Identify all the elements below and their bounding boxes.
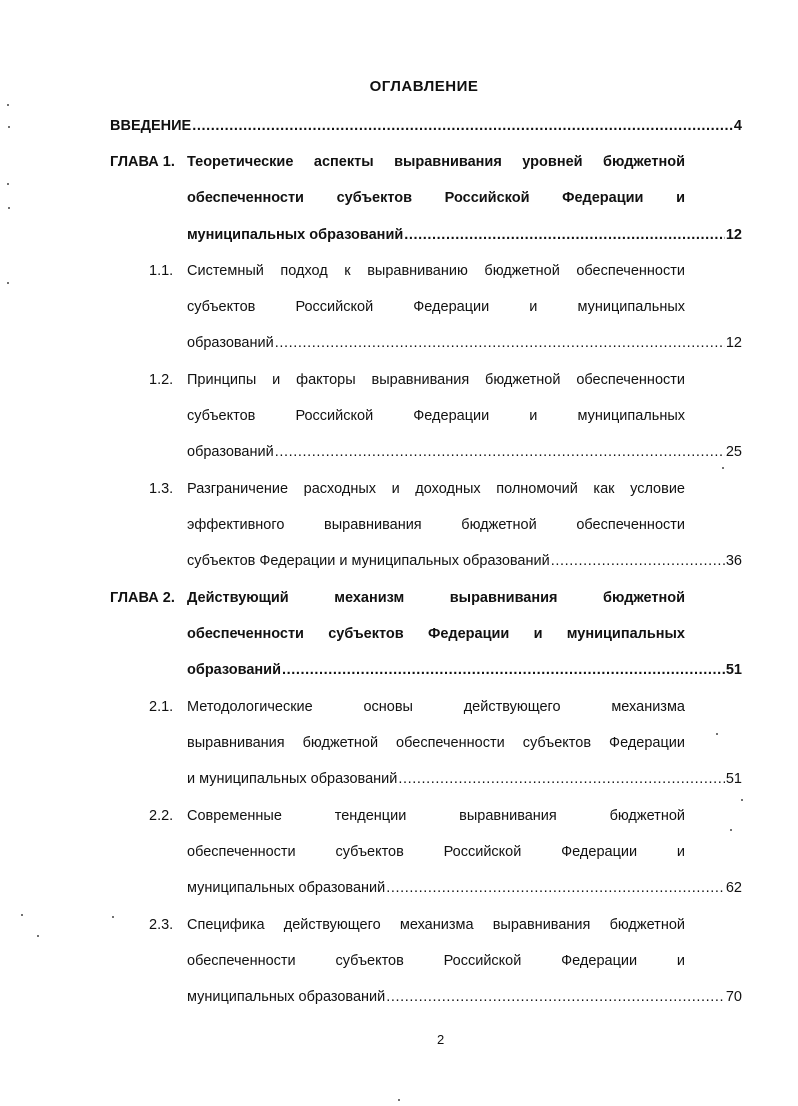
section-2-3-line-2: обеспеченности субъектов Российской Федерации и (187, 953, 685, 969)
section-1-2-line-3: образований (187, 444, 274, 460)
chapter-1-page: 12 (725, 227, 742, 243)
section-1-3-line-2: эффективного выравнивания бюджетной обеспеченности (187, 517, 685, 533)
page-number: 2 (437, 1032, 445, 1047)
dot-leader (386, 878, 725, 898)
dot-leader (275, 442, 725, 462)
chapter-1-title-line-3: муниципальных образований (187, 227, 404, 243)
scan-speck (21, 914, 23, 916)
toc-entry-section-2-2[interactable] (187, 878, 742, 898)
section-1-1-line-3: образований (187, 335, 274, 351)
scan-speck (8, 126, 10, 128)
section-1-2-number: 1.2. (149, 372, 174, 388)
section-2-2-page: 62 (725, 880, 742, 896)
scan-speck (741, 799, 743, 801)
scan-speck (398, 1099, 400, 1101)
toc-entry-section-2-3[interactable] (187, 987, 742, 1007)
scan-speck (7, 183, 9, 185)
section-1-1-line-1: Системный подход к выравниванию бюджетной обеспеченности (187, 263, 685, 279)
section-1-3-line-1: Разграничение расходных и доходных полномочий как условие (187, 481, 685, 497)
chapter-2-title-line-1: Действующий механизм выравнивания бюджетной (187, 590, 685, 606)
section-1-1-number: 1.1. (149, 263, 174, 279)
section-2-2-line-3: муниципальных образований (187, 880, 386, 896)
dot-leader (386, 987, 725, 1007)
section-1-1-page: 12 (725, 335, 742, 351)
toc-entry-intro[interactable] (110, 116, 742, 136)
scan-speck (7, 282, 9, 284)
scan-speck (7, 104, 9, 106)
toc-entry-section-2-1[interactable] (187, 769, 742, 789)
section-2-3-line-3: муниципальных образований (187, 989, 386, 1005)
chapter-2-label: ГЛАВА 2. (110, 590, 175, 606)
section-1-2-line-2: субъектов Российской Федерации и муниципальных (187, 408, 685, 424)
dot-leader (275, 333, 725, 353)
chapter-2-title-line-2: обеспеченности субъектов Федерации и муниципальных (187, 626, 685, 642)
dot-leader (398, 769, 725, 789)
section-2-1-line-1: Методологические основы действующего механизма (187, 699, 685, 715)
scan-speck (730, 829, 732, 831)
section-2-1-line-2: выравнивания бюджетной обеспеченности субъектов Федерации (187, 735, 685, 751)
section-1-3-page: 36 (725, 553, 742, 569)
dot-leader (551, 551, 725, 571)
toc-entry-chapter-2[interactable] (187, 660, 742, 680)
scan-speck (8, 207, 10, 209)
chapter-1-label: ГЛАВА 1. (110, 154, 175, 170)
section-2-2-number: 2.2. (149, 808, 174, 824)
scan-speck (722, 467, 724, 469)
section-1-3-line-3: субъектов Федерации и муниципальных образований (187, 553, 550, 569)
section-2-1-line-3: и муниципальных образований (187, 771, 398, 787)
toc-entry-section-1-3[interactable] (187, 551, 742, 571)
toc-entry-chapter-1[interactable] (187, 225, 742, 245)
section-2-3-page: 70 (725, 989, 742, 1005)
toc-entry-section-1-1[interactable] (187, 333, 742, 353)
intro-label: ВВЕДЕНИЕ (110, 118, 192, 134)
section-1-2-page: 25 (725, 444, 742, 460)
chapter-1-title-line-2: обеспеченности субъектов Российской Федерации и (187, 190, 685, 206)
section-2-1-page: 51 (725, 771, 742, 787)
dot-leader (192, 116, 733, 136)
section-1-2-line-1: Принципы и факторы выравнивания бюджетной обеспеченности (187, 372, 685, 388)
dot-leader (282, 660, 725, 680)
chapter-1-title-line-1: Теоретические аспекты выравнивания уровней бюджетной (187, 154, 685, 170)
chapter-2-title-line-3: образований (187, 662, 281, 678)
toc-entry-section-1-2[interactable] (187, 442, 742, 462)
chapter-2-page: 51 (725, 662, 742, 678)
toc-title: ОГЛАВЛЕНИЕ (369, 78, 479, 95)
section-1-1-line-2: субъектов Российской Федерации и муниципальных (187, 299, 685, 315)
intro-page: 4 (733, 118, 742, 134)
scan-speck (716, 733, 718, 735)
section-2-1-number: 2.1. (149, 699, 174, 715)
section-2-2-line-1: Современные тенденции выравнивания бюджетной (187, 808, 685, 824)
section-2-2-line-2: обеспеченности субъектов Российской Федерации и (187, 844, 685, 860)
dot-leader (404, 225, 725, 245)
scan-speck (37, 935, 39, 937)
section-2-3-line-1: Специфика действующего механизма выравнивания бюджетной (187, 917, 685, 933)
section-2-3-number: 2.3. (149, 917, 174, 933)
scan-speck (112, 916, 114, 918)
section-1-3-number: 1.3. (149, 481, 174, 497)
